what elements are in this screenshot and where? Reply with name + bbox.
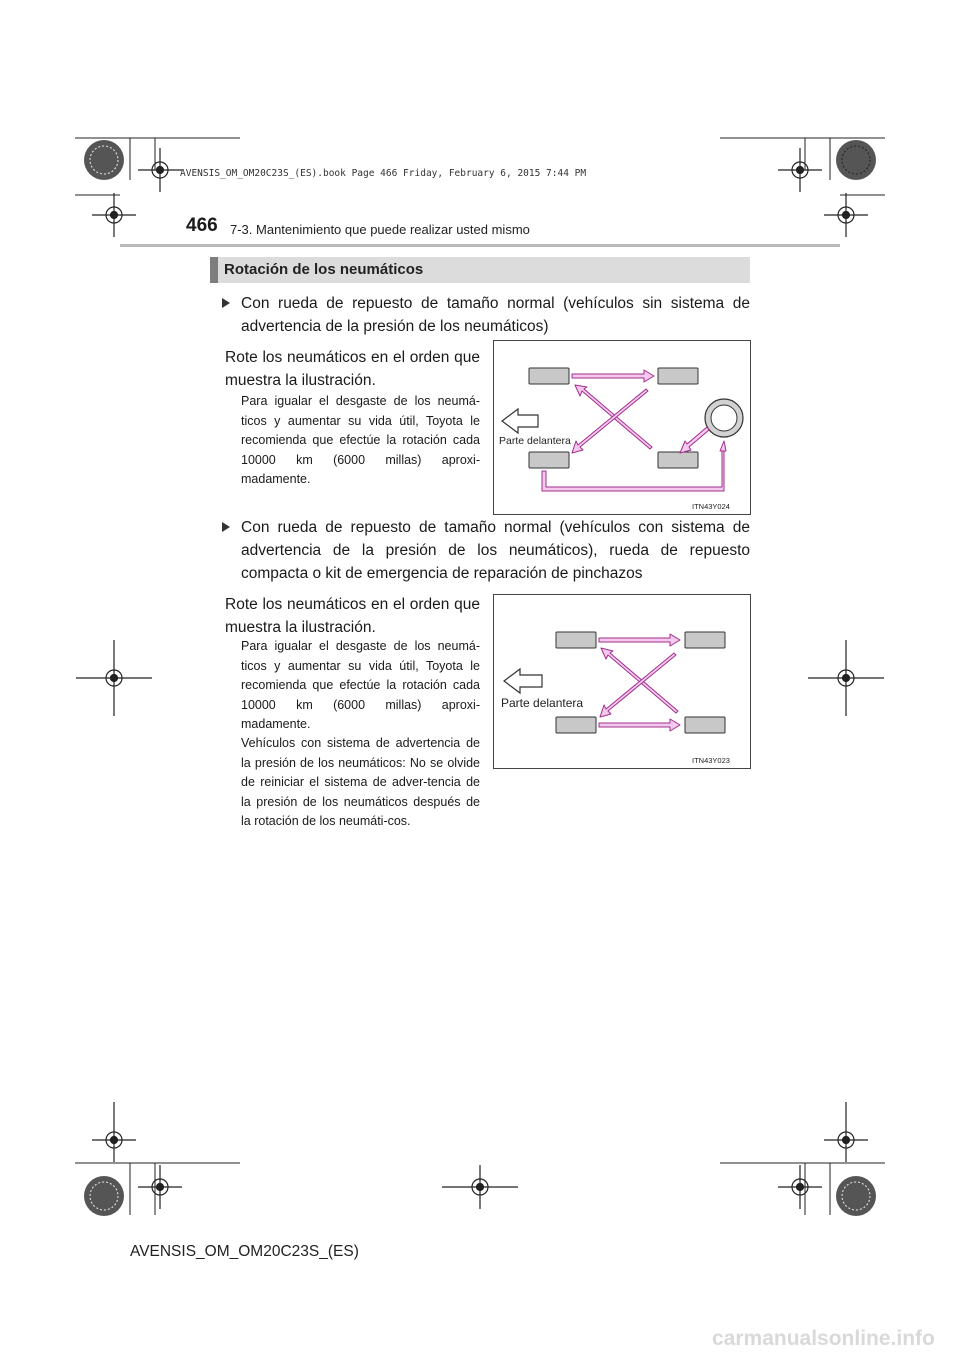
tire-rotation-figure-1: [493, 340, 751, 515]
rotation-diagram: [494, 341, 750, 514]
bullet-condition-2: [214, 516, 750, 585]
arrow-fr-to-rl: [572, 389, 648, 453]
watermark: carmanualsonline.info: [712, 1327, 935, 1350]
tire-rotation-figure-2: [493, 594, 751, 769]
arrow-spare-to-rr: [680, 427, 709, 453]
section-tab: [210, 257, 218, 283]
front-direction-arrow-icon: [504, 669, 542, 693]
page-number: 466: [186, 215, 218, 236]
tire-front-left: [529, 368, 569, 384]
front-label: Parte delantera: [501, 696, 584, 710]
tire-rear-right: [658, 452, 698, 468]
tire-front-right: [685, 632, 725, 648]
tire-front-left: [556, 632, 596, 648]
tire-rear-left: [556, 717, 596, 733]
bullet-text: Con rueda de repuesto de tamaño normal (vehículos con sistema de advertencia de la presión de los neumáticos), rueda de repuesto compacta o kit de emergencia de reparación de pinchazos: [241, 519, 750, 582]
arrow-fr-to-rl: [600, 653, 676, 717]
bullet-text: Con rueda de repuesto de tamaño normal (vehículos sin sistema de advertencia de la presión de los neumáticos): [241, 295, 750, 335]
front-label: Parte delantera: [499, 435, 571, 447]
arrow-rl-to-rr: [599, 719, 680, 731]
book-info-line: AVENSIS_OM_OM20C23S_(ES).book Page 466 Friday, February 6, 2015 7:44 PM: [180, 168, 587, 179]
bullet-condition-1: [214, 292, 750, 338]
figure-code: ITN43Y024: [692, 502, 730, 511]
header-rule: [120, 244, 840, 247]
instruction-text: Rote los neumáticos en el orden que muestra la ilustración.: [225, 596, 480, 636]
section-title: Rotación de los neumáticos: [224, 261, 424, 278]
spare-tire-icon: [705, 399, 743, 437]
note-text: Para igualar el desgaste de los neumá-ticos y aumentar su vida útil, Toyota le recomienda que efectúe la rotación cada 10000 km (6000 millas) aproxi-madamente.: [241, 639, 480, 731]
tire-front-right: [658, 368, 698, 384]
manual-code-footer: AVENSIS_OM_OM20C23S_(ES): [130, 1243, 359, 1260]
note-text: Para igualar el desgaste de los neumá-ticos y aumentar su vida útil, Toyota le recomienda que efectúe la rotación cada 10000 km (6000 millas) aproxi-madamente.: [241, 394, 480, 486]
bullet-arrow-icon: [222, 522, 230, 532]
figure-code: ITN43Y023: [692, 756, 730, 765]
arrow-fl-to-fr: [599, 634, 680, 646]
rotation-diagram: [494, 595, 750, 768]
bullet-arrow-icon: [222, 298, 230, 308]
arrow-fl-to-fr: [572, 370, 654, 382]
chapter-title: 7-3. Mantenimiento que puede realizar usted mismo: [230, 222, 530, 237]
front-direction-arrow-icon: [502, 409, 538, 433]
tire-rear-left: [529, 452, 569, 468]
note-text-tpms: Vehículos con sistema de advertencia de la presión de los neumáticos: No se olvide de reiniciar el sistema de adver-tencia de la presión de los neumáticos después de la rotación de los neumáti-cos.: [241, 736, 480, 828]
instruction-text: Rote los neumáticos en el orden que muestra la ilustración.: [225, 349, 480, 389]
tire-rear-right: [685, 717, 725, 733]
section-header: [210, 257, 750, 283]
